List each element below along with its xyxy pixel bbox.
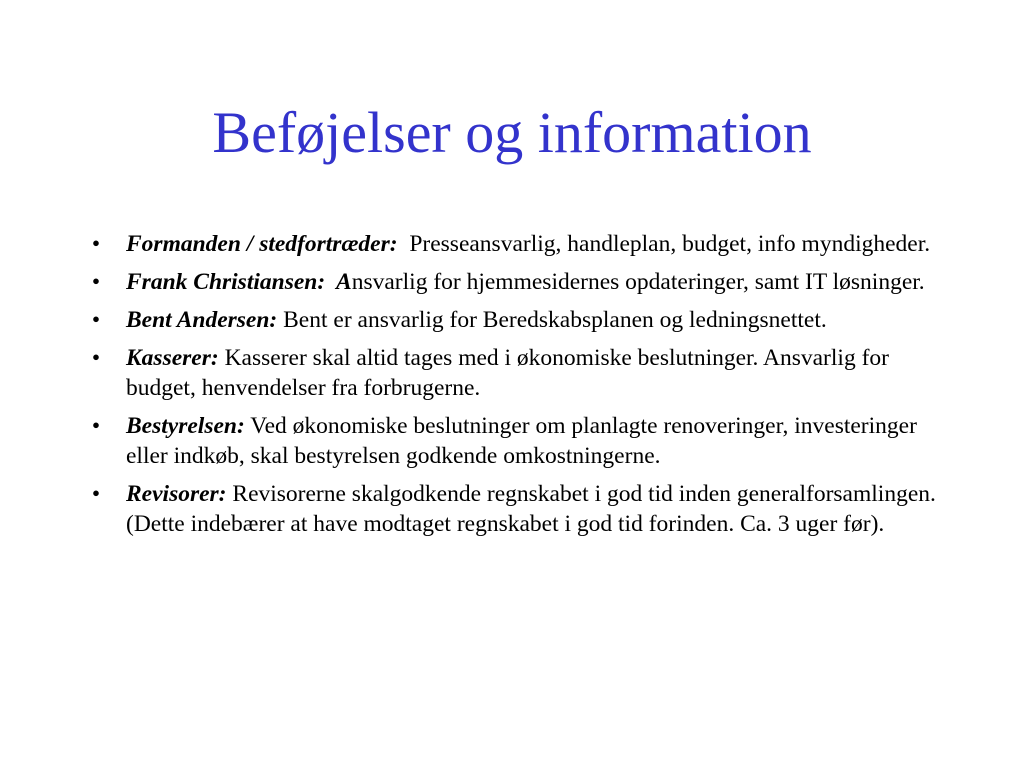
slide-title: Beføjelser og information xyxy=(212,100,812,165)
bullet-item-bestyrelsen xyxy=(84,411,964,471)
bullet-item-revisorer xyxy=(84,479,964,539)
bullet-icon: • xyxy=(91,307,101,333)
bullet-item-kasserer xyxy=(84,343,964,403)
bullet-label: Revisorer: xyxy=(126,481,227,507)
bullet-icon: • xyxy=(91,269,101,295)
bullet-label: Frank Christiansen: A xyxy=(126,269,352,295)
bullet-label: Kasserer: xyxy=(126,345,219,371)
bullet-icon: • xyxy=(91,345,101,371)
bullet-label: Bent Andersen: xyxy=(126,307,278,333)
bullet-text: Revisorerne skalgodkende regnskabet i god tid inden generalforsamlingen. (Dette indebærer at have modtaget regnskabet i god tid forinden. Ca. 3 uger før). xyxy=(126,481,942,537)
bullet-text: Kasserer skal altid tages med i økonomiske beslutninger. Ansvarlig for budget, henvendelser fra forbrugerne. xyxy=(126,345,895,401)
bullet-icon: • xyxy=(91,413,101,439)
bullet-text: Bent er ansvarlig for Beredskabsplanen og ledningsnettet. xyxy=(277,307,827,333)
bullet-text: Presseansvarlig, handleplan, budget, info myndigheder. xyxy=(397,231,931,257)
bullet-item-frank-christiansen xyxy=(84,267,964,297)
bullet-item-formanden xyxy=(84,229,964,259)
bullet-label: Bestyrelsen: xyxy=(126,413,245,439)
bullet-list xyxy=(84,229,964,547)
bullet-icon: • xyxy=(91,231,101,257)
bullet-icon: • xyxy=(91,481,101,507)
bullet-text: Ved økonomiske beslutninger om planlagte renoveringer, investeringer eller indkøb, skal bestyrelsen godkende omkostningerne. xyxy=(126,413,923,469)
bullet-item-bent-andersen xyxy=(84,305,964,335)
bullet-label: Formanden / stedfortræder: xyxy=(126,231,398,257)
bullet-text: nsvarlig for hjemmesidernes opdateringer, samt IT løsninger. xyxy=(351,269,925,295)
